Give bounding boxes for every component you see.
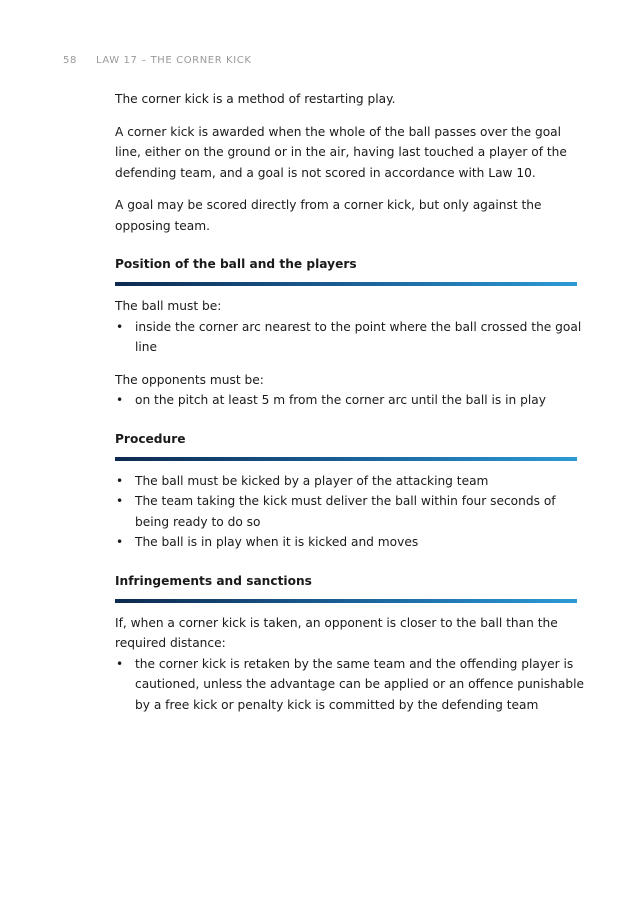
infringements-list [115,654,585,716]
section-title-position: Position of the ball and the players [115,257,357,271]
ball-list [115,317,585,358]
section-divider [115,282,577,286]
list-item-text: The ball must be kicked by a player of the attacking team [135,473,489,488]
list-item [115,491,585,532]
list-item [115,317,585,358]
intro-paragraph-2: A corner kick is awarded when the whole of the ball passes over the goal line, either on the ground or in the air, having last touched a player of the defending team, and a goal is not scored in accordance with Law 10. [115,124,567,180]
list-item [115,390,585,411]
section-divider [115,599,577,603]
ball-label: The ball must be: [115,299,222,313]
page-number: 58 [63,55,77,66]
bullet-icon: • [116,656,124,671]
page-content [115,89,585,715]
section-title-infringements: Infringements and sanctions [115,573,312,588]
list-item [115,532,585,553]
chapter-title: LAW 17 – THE CORNER KICK [95,55,252,66]
bullet-icon: • [116,494,124,508]
intro-paragraph-3: A goal may be scored directly from a corner kick, but only against the opposing team. [115,198,542,233]
bullet-icon: • [116,535,124,549]
opponents-label: The opponents must be: [115,372,264,387]
page-header [63,55,251,66]
intro-paragraph-1: The corner kick is a method of restarting play. [115,92,396,106]
procedure-list [115,471,585,553]
bullet-icon: • [116,319,124,334]
list-item [115,471,585,492]
list-item-text: the corner kick is retaken by the same team and the offending player is cautioned, unless the advantage can be applied or an offence punishable by a free kick or penalty kick is committed by the defending team [135,656,584,712]
list-item [115,654,585,716]
list-item-text: The ball is in play when it is kicked and moves [135,535,419,549]
opponents-list [115,390,585,411]
list-item-text: inside the corner arc nearest to the point where the ball crossed the goal line [135,319,582,354]
list-item-text: The team taking the kick must deliver the ball within four seconds of being ready to do so [135,494,556,529]
section-title-procedure: Procedure [115,431,186,446]
bullet-icon: • [116,393,124,407]
list-item-text: on the pitch at least 5 m from the corner arc until the ball is in play [135,393,546,407]
infringements-intro: If, when a corner kick is taken, an opponent is closer to the ball than the required distance: [115,615,558,650]
bullet-icon: • [116,473,124,488]
section-divider [115,457,577,461]
